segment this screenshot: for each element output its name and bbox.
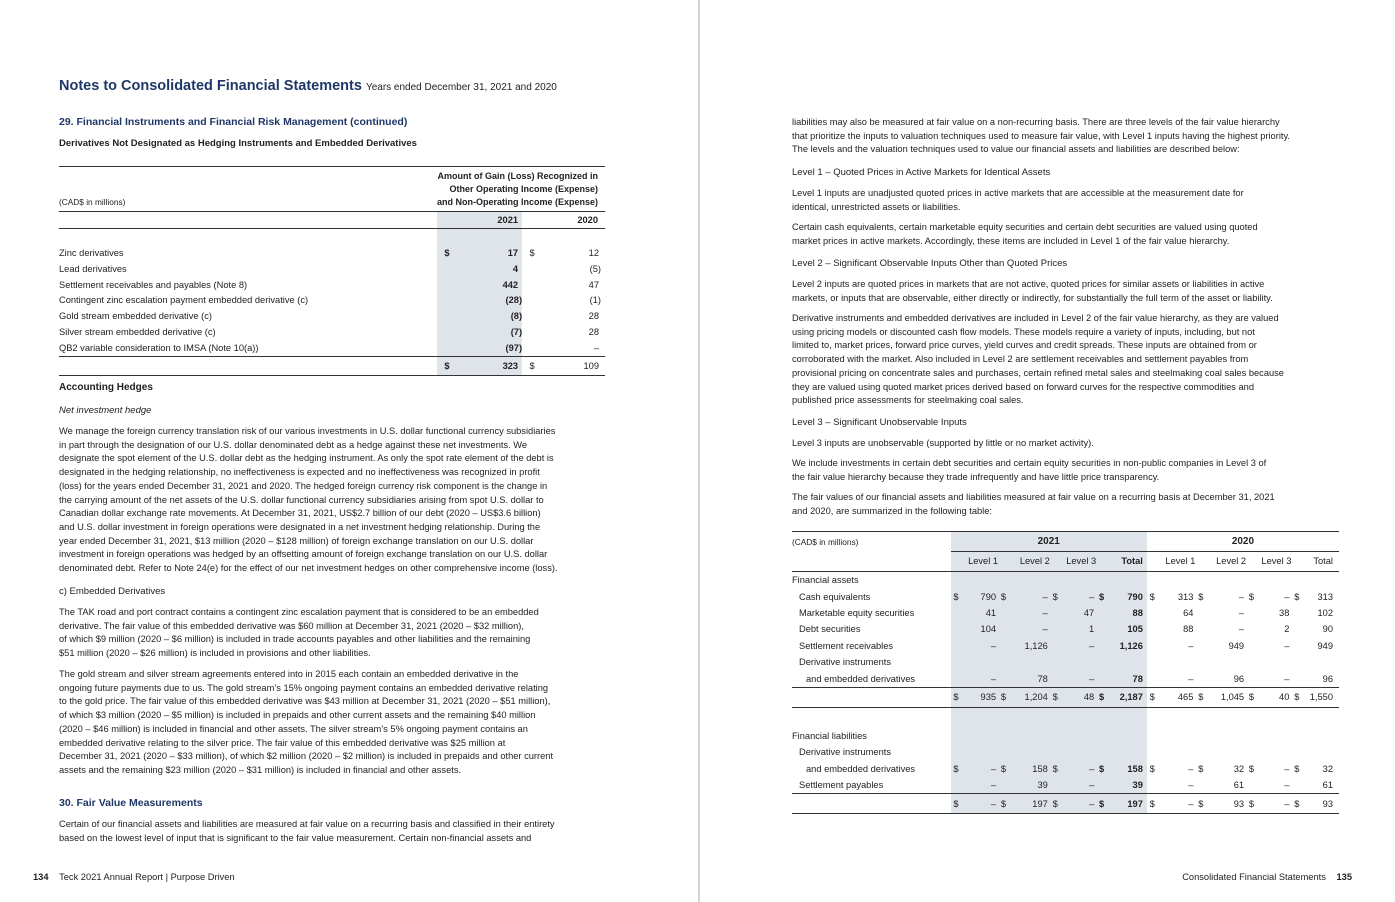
currency-cell: $ [951, 687, 962, 707]
value-cell: 47 [1061, 605, 1097, 621]
table-row: Gold stream embedded derivative (c) (8) 28 [59, 308, 605, 324]
table-row: Settlement receivables and payables (Note 8) 442 47 [59, 277, 605, 293]
paragraph-net-investment: We manage the foreign currency translation risk of our various investments in U.S. dollar functional currency subsidiaries in part through the designation of our U.S. dollar denominated debt as a hedge against these net investments. We designate the spot element of the U.S. dollar debt as the hedging instrument. As only the spot rate element of the debt is designated in the hedging relationship, no ineffectiveness is expected and no ineffectiveness was recognized in profit (loss) for the years ended December 31, 2021 and 2020. The hedged foreign currency risk component is the change in the carrying amount of the net assets of the U.S. dollar functional currency subsidiaries arising from spot U.S. dollar to Canadian dollar exchange rate movements. At December 31, 2021, US$2.7 billion of our debt (2020 – US$3.6 billion) and U.S. dollar investment in foreign operations were designated in a net investment hedging relationship. During the year ended December 31, 2021, $13 million (2020 – $128 million) of foreign exchange translation on our U.S. dollar investment in foreign operations was hedged by an offsetting amount of foreign exchange translation on our U.S. dollar denominated debt. Refer to Note 24(e) for the effect of our net investment hedges on other comprehensive income (loss). [59, 426, 558, 574]
currency-cell: $ [1198, 591, 1204, 602]
footer-right [1182, 872, 1352, 882]
value-cell: – [961, 638, 998, 654]
currency-cell [998, 777, 1009, 794]
value-cell: – [1284, 673, 1290, 684]
value-cell: – [1061, 777, 1097, 794]
header-title: Notes to Consolidated Financial Statements [59, 78, 362, 94]
value-cell: – [961, 761, 998, 777]
value-cell: 102 [1317, 607, 1333, 618]
value-cell: 93 [1233, 798, 1245, 809]
currency-cell [1195, 777, 1206, 794]
currency-cell: $ [951, 794, 962, 814]
currency-cell: $ [1198, 798, 1204, 809]
value-cell: – [961, 670, 998, 687]
currency-cell [951, 670, 962, 687]
value-cell: – [961, 794, 998, 814]
currency-cell [1291, 670, 1302, 687]
embedded-derivatives-heading: c) Embedded Derivatives [59, 586, 166, 597]
currency-cell: $ [1096, 687, 1107, 707]
level-2-heading: Level 2 – Significant Observable Inputs Other than Quoted Prices [792, 258, 1068, 269]
currency-cell [998, 621, 1009, 637]
currency-cell [1050, 621, 1061, 637]
value-cell: 158 [1009, 761, 1050, 777]
currency-cell [1096, 621, 1107, 637]
currency-cell: $ [1248, 591, 1255, 602]
value-cell: 78 [1009, 670, 1050, 687]
paragraph-tak: The TAK road and port contract contains a contingent zinc escalation payment that is considered to be an embedded derivative. The fair value of this embedded derivative was $60 million at December 31, 2021 (2020 – $32 million), of which $9 million (2020 – $6 million) is included in trade accounts payables and other liabilities and the remaining $51 million (2020 – $26 million) is included in provisions and other liabilities. [59, 607, 539, 659]
paragraph-level-2-items: Derivative instruments and embedded derivatives are included in Level 2 of the fair value hierarchy, as they are valued using pricing models or discounted cash flow models. These models require a variety of inputs, including, but not limited to, market prices, forward price curves, yield curves and credit spreads. These inputs are obtained from or corroborated with the market. Also included in Level 2 are settlement receivables and settlement payables from provisional pricing on concentrate sales and purchases, certain refined metal sales and steelmaking coal sales because they are valued using quoted market prices derived based on forward curves for the respective commodities and published price assessments for steelmaking coal sales. [792, 313, 1284, 406]
table-row: Lead derivatives 4 (5) [59, 261, 605, 277]
value-cell: – [1061, 638, 1097, 654]
currency-cell [1096, 605, 1107, 621]
liabilities-total-row [792, 794, 1339, 814]
financial-assets-label: Financial assets [792, 575, 859, 586]
currency-cell: $ [1248, 798, 1255, 809]
derivatives-label: Derivative instruments [799, 747, 891, 758]
paragraph-hierarchy-intro: liabilities may also be measured at fair value on a non-recurring basis. There are three levels of the fair value hierarchy that prioritize the inputs to valuation techniques used to measure fair value, with Level 1 inputs having the highest priority. The levels and the valuation techniques used to value our financial assets and liabilities are described below: [792, 117, 1291, 155]
value-cell: 96 [1233, 673, 1245, 684]
currency-cell: $ [1050, 761, 1061, 777]
currency-cell [1050, 670, 1061, 687]
table-row: Cash equivalents $ 790 $ – $ – $ 790 $ 313 $ – $ – $ 313 [792, 588, 1339, 604]
table-row: Zinc derivatives $ 17 $ 12 [59, 245, 605, 261]
currency-cell [1195, 638, 1206, 654]
level-3-heading: Level 3 – Significant Unobservable Inputs [792, 417, 967, 428]
currency-cell [1147, 777, 1158, 794]
currency-cell [998, 605, 1009, 621]
table-row: Settlement payables – 39 – 39 – 61 – 61 [792, 777, 1339, 794]
value-cell: – [1284, 591, 1290, 602]
value-cell: 158 [1107, 761, 1147, 777]
value-cell: 790 [1107, 588, 1147, 604]
currency-cell [998, 670, 1009, 687]
table-row: Marketable equity securities 41 – 47 88 64 – 38 102 [792, 605, 1339, 621]
table-unit: (CAD$ in millions) [792, 536, 859, 547]
currency-cell [1096, 777, 1107, 794]
value-cell: – [1284, 780, 1290, 791]
level-1-heading: Level 1 – Quoted Prices in Active Markets for Identical Assets [792, 167, 1051, 178]
value-cell: – [1061, 588, 1097, 604]
paragraph-level-1: Level 1 inputs are unadjusted quoted prices in active markets that are accessible at the measurement date for identical, unrestricted assets or liabilities. [792, 188, 1244, 212]
value-cell: 48 [1061, 687, 1097, 707]
currency-cell [1246, 638, 1257, 654]
currency-cell [1291, 621, 1302, 637]
value-cell: 1,204 [1009, 687, 1050, 707]
currency-cell: $ [1149, 798, 1155, 809]
currency-cell [1291, 777, 1302, 794]
value-cell: 88 [1183, 624, 1194, 635]
currency-cell [1246, 670, 1257, 687]
value-cell: 90 [1322, 624, 1333, 635]
currency-cell: $ [1294, 591, 1300, 602]
paragraph-table-intro: The fair values of our financial assets and liabilities measured at fair value on a recurring basis at December 31, 2021 and 2020, are summarized in the following table: [792, 492, 1275, 516]
currency-cell: $ [1050, 687, 1061, 707]
currency-cell: $ [1294, 763, 1300, 774]
currency-cell: $ [1248, 763, 1255, 774]
value-cell: 61 [1233, 780, 1245, 791]
currency-cell [1096, 670, 1107, 687]
table-row: Debt securities 104 – 1 105 88 – 2 90 [792, 621, 1339, 637]
table-row: Silver stream embedded derivative (c) (7) 28 [59, 324, 605, 340]
derivatives-label: Derivative instruments [799, 657, 891, 668]
financial-liabilities-label: Financial liabilities [792, 730, 867, 741]
value-cell: 465 [1177, 692, 1194, 703]
value-cell: 949 [1317, 640, 1333, 651]
currency-cell [951, 638, 962, 654]
currency-cell: $ [1294, 692, 1300, 703]
value-cell: – [1188, 763, 1194, 774]
right-page [700, 0, 1395, 902]
value-cell: 1 [1061, 621, 1097, 637]
currency-cell: $ [1198, 692, 1204, 703]
column-heading: Amount of Gain (Loss) Recognized in Other Operating Income (Expense) and Non-Operating Income (Expense) [436, 171, 598, 207]
value-cell: – [1188, 673, 1194, 684]
value-cell: – [1009, 621, 1050, 637]
derivatives-heading: Derivatives Not Designated as Hedging Instruments and Embedded Derivatives [59, 138, 417, 149]
table-row: Contingent zinc escalation payment embedded derivative (c) (28) (1) [59, 292, 605, 308]
currency-cell: $ [1248, 692, 1255, 703]
currency-cell [1195, 605, 1206, 621]
footer-section-title: Consolidated Financial Statements [1182, 872, 1326, 882]
value-cell: 313 [1317, 591, 1333, 602]
paragraph-level-1-items: Certain cash equivalents, certain marketable equity securities and certain debt securities are valued using quoted market prices in active markets. Accordingly, these items are included in Level 1 of the fair value hierarchy. [792, 222, 1258, 246]
value-cell: 1,045 [1220, 692, 1245, 703]
fair-value-table: (CAD$ in millions) 2021 2020 Level 1 Level 2 Level 3 Total Level 1 Level 2 Level 3 Total Financial assets Cash equivalents $ 790 $ – $ – $ 790 $ 313 $ – $ – $ 313 Marketable equity securities 41 – 47 88 64 – 38 102 Debt securities 104 – 1 105 88 – 2 90 Settlement receivables – 1,126 – 1,126 – 949 – 949 Derivative instruments and embedded derivatives – 78 – 78 – 96 – 96 $ 935 $ 1,204 $ 48 $ 2,187 $ 465 $ 1,045 $ 40 $ 1,550 Financial liabilities Derivative instruments and embedded derivatives $ – $ 158 $ – $ 158 $ – $ 32 $ – $ 32 Settlement payables – 39 – 39 – 61 – 61 $ – $ 197 $ – $ 197 $ – $ 93 $ – $ 93 [792, 531, 1339, 814]
value-cell: – [1009, 605, 1050, 621]
currency-cell: $ [998, 588, 1009, 604]
currency-cell: $ [1096, 588, 1107, 604]
accounting-hedges-heading: Accounting Hedges [59, 382, 153, 393]
value-cell: 39 [1107, 777, 1147, 794]
section-30-title: 30. Fair Value Measurements [59, 797, 203, 809]
currency-cell [951, 621, 962, 637]
value-cell: 78 [1107, 670, 1147, 687]
page-header [59, 78, 557, 94]
value-cell: 197 [1107, 794, 1147, 814]
value-cell: 40 [1279, 692, 1290, 703]
value-cell: 64 [1183, 607, 1194, 618]
value-cell: 32 [1233, 763, 1245, 774]
value-cell: – [1188, 798, 1194, 809]
currency-cell: $ [1050, 588, 1061, 604]
year-2020-header: 2020 [1147, 532, 1339, 552]
paragraph-level-3: Level 3 inputs are unobservable (supported by little or no market activity). [792, 438, 1094, 448]
currency-cell [1050, 605, 1061, 621]
table-row: QB2 variable consideration to IMSA (Note 10(a)) (97) – [59, 340, 605, 356]
currency-cell [1147, 670, 1158, 687]
value-cell: 1,550 [1309, 692, 1333, 703]
currency-cell [951, 777, 962, 794]
value-cell: 32 [1322, 763, 1333, 774]
currency-cell [1096, 638, 1107, 654]
currency-cell: $ [1050, 794, 1061, 814]
value-cell: – [961, 777, 998, 794]
value-cell: 313 [1177, 591, 1194, 602]
year-2020-header: 2020 [577, 214, 598, 225]
value-cell: 104 [961, 621, 998, 637]
value-cell: 2 [1284, 624, 1290, 635]
value-cell: – [1238, 591, 1245, 602]
paragraph-fair-value-intro: Certain of our financial assets and liabilities are measured at fair value on a recurring basis and classified in their entirety based on the lowest level of input that is significant to the fair value measurement. Certain non-financial assets and [59, 819, 555, 843]
value-cell: 197 [1009, 794, 1050, 814]
currency-cell: $ [1149, 591, 1155, 602]
table-row: and embedded derivatives – 78 – 78 – 96 – 96 [792, 670, 1339, 687]
table-total-row: $ 323 $ 109 [59, 357, 605, 376]
value-cell: 88 [1107, 605, 1147, 621]
currency-cell [1291, 605, 1302, 621]
currency-cell [1291, 638, 1302, 654]
value-cell: 935 [961, 687, 998, 707]
currency-cell [1246, 621, 1257, 637]
currency-cell: $ [1096, 761, 1107, 777]
value-cell: – [1188, 780, 1194, 791]
currency-cell: $ [998, 687, 1009, 707]
currency-cell [1050, 777, 1061, 794]
currency-cell: $ [1149, 692, 1155, 703]
table-row: and embedded derivatives $ – $ 158 $ – $ 158 $ – $ 32 $ – $ 32 [792, 761, 1339, 777]
currency-cell: $ [998, 761, 1009, 777]
currency-cell: $ [1149, 763, 1155, 774]
value-cell: 790 [961, 588, 998, 604]
currency-cell: $ [1198, 763, 1204, 774]
value-cell: 38 [1279, 607, 1290, 618]
assets-total-row [792, 687, 1339, 707]
currency-cell [1147, 638, 1158, 654]
currency-cell: $ [998, 794, 1009, 814]
currency-cell: $ [1096, 794, 1107, 814]
value-cell: – [1238, 624, 1245, 635]
header-subtitle: Years ended December 31, 2021 and 2020 [365, 82, 557, 93]
paragraph-level-3-items: We include investments in certain debt securities and certain equity securities in non-public companies in Level 3 of the fair value hierarchy because they trade infrequently and have little price transparency. [792, 458, 1267, 482]
value-cell: – [1061, 670, 1097, 687]
value-cell: 96 [1322, 673, 1333, 684]
year-2021-header: 2021 [457, 212, 522, 229]
value-cell: 2,187 [1107, 687, 1147, 707]
currency-cell: $ [1294, 798, 1300, 809]
value-cell: – [1009, 588, 1050, 604]
value-cell: 39 [1009, 777, 1050, 794]
page-number: 135 [1336, 872, 1352, 882]
footer-left [33, 872, 235, 882]
value-cell: 1,126 [1107, 638, 1147, 654]
value-cell: 93 [1322, 798, 1333, 809]
value-cell: – [1061, 761, 1097, 777]
table-unit: (CAD$ in millions) [59, 197, 126, 207]
value-cell: – [1284, 798, 1290, 809]
paragraph-streams: The gold stream and silver stream agreements entered into in 2015 each contain an embedded derivative in the ongoing future payments due to us. The gold stream’s 15% ongoing payment contains an embedded derivative relating to the gold price. The fair value of this embedded derivative was $43 million at December 31, 2021 (2020 – $51 million), of which $3 million (2020 – $5 million) is included in prepaids and other current assets and the remaining $40 million (2020 – $46 million) is included in financial and other assets. The silver stream’s 5% ongoing payment contains an embedded derivative relating to the silver price. The fair value of this embedded derivative was $25 million at December 31, 2021 (2020 – $33 million), of which $2 million (2020 – $2 million) is included in prepaids and other current assets and the remaining $23 million (2020 – $31 million) is included in financial and other assets. [59, 669, 554, 775]
value-cell: – [1238, 607, 1245, 618]
currency-cell [1195, 621, 1206, 637]
net-investment-hedge-heading: Net investment hedge [59, 405, 152, 416]
paragraph-level-2: Level 2 inputs are quoted prices in markets that are not active, quoted prices for similar assets or liabilities in active markets, or inputs that are observable, either directly or indirectly, for substantially the full term of the asset or liability. [792, 279, 1273, 303]
value-cell: – [1188, 640, 1194, 651]
currency-cell [1147, 621, 1158, 637]
value-cell: – [1284, 640, 1290, 651]
value-cell: 105 [1107, 621, 1147, 637]
currency-cell: $ [951, 588, 962, 604]
currency-cell [1195, 670, 1206, 687]
year-2021-header: 2021 [951, 532, 1147, 552]
value-cell: 949 [1228, 640, 1245, 651]
value-cell: 1,126 [1009, 638, 1050, 654]
footer-report-title: Teck 2021 Annual Report | Purpose Driven [59, 872, 235, 882]
currency-cell [1050, 638, 1061, 654]
currency-cell [1246, 605, 1257, 621]
section-29-title: 29. Financial Instruments and Financial Risk Management (continued) [59, 116, 408, 128]
currency-cell [1147, 605, 1158, 621]
value-cell: – [1061, 794, 1097, 814]
page-number: 134 [33, 872, 49, 882]
currency-cell [1246, 777, 1257, 794]
value-cell: – [1284, 763, 1290, 774]
currency-cell [998, 638, 1009, 654]
value-cell: 61 [1322, 780, 1333, 791]
value-cell: 41 [961, 605, 998, 621]
currency-cell [951, 605, 962, 621]
derivatives-table [59, 166, 605, 376]
currency-cell: $ [951, 761, 962, 777]
table-row: Settlement receivables – 1,126 – 1,126 – 949 – 949 [792, 638, 1339, 654]
